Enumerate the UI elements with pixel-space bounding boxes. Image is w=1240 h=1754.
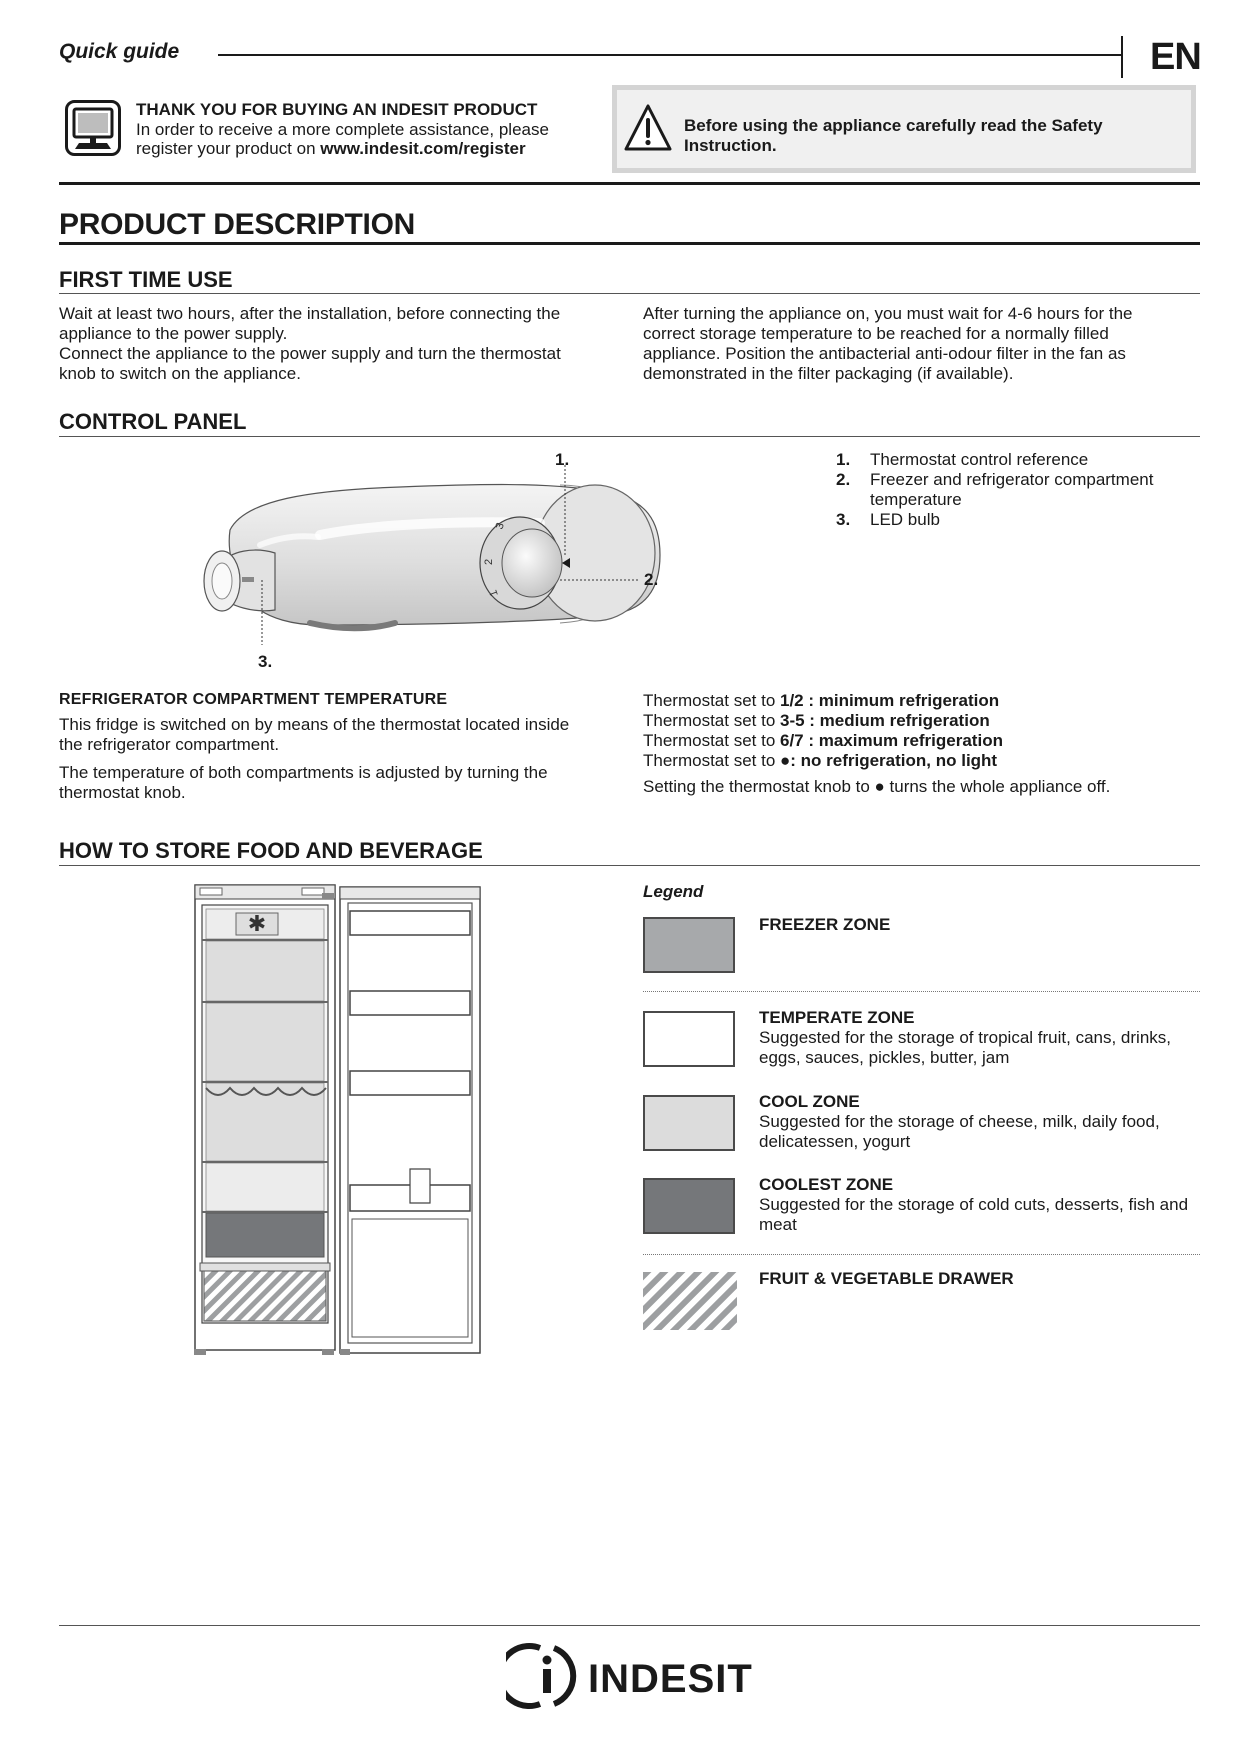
section-title-first-time-use: FIRST TIME USE: [59, 267, 233, 292]
setting-value: 1/2 : minimum refrigeration: [780, 691, 1000, 710]
callout-number: 3.: [258, 652, 273, 671]
thermostat-off-note: Setting the thermostat knob to ● turns the whole appliance off.: [643, 777, 1111, 796]
legend-number: 1.: [836, 450, 851, 469]
indesit-logo: [506, 1640, 756, 1712]
warning-text: Instruction.: [684, 136, 777, 155]
knob-number: 3: [493, 521, 507, 532]
text-line: After turning the appliance on, you must wait for 4-6 hours for the: [643, 304, 1133, 323]
knob-number: 1: [487, 588, 501, 599]
fridge-zones-diagram: [190, 883, 486, 1358]
section-title-product-description: PRODUCT DESCRIPTION: [59, 208, 415, 241]
temperate-zone-swatch: [643, 1011, 735, 1067]
text-line: Suggested for the storage of cold cuts, desserts, fish and: [759, 1195, 1189, 1214]
refrigerator-temp-para: [59, 763, 548, 803]
fruit-vegetable-drawer-swatch: [643, 1272, 737, 1330]
coolest-zone-swatch: [643, 1178, 735, 1234]
zone-description: [759, 1092, 1160, 1152]
text-line: The temperature of both compartments is adjusted by turning the: [59, 763, 548, 782]
legend-text: Thermostat control reference: [870, 450, 1089, 469]
legend-text: temperature: [870, 490, 962, 509]
zone-name: FRUIT & VEGETABLE DRAWER: [759, 1269, 1014, 1288]
legend-item: [836, 470, 1196, 490]
header-rule: [218, 54, 1121, 56]
zone-description: [759, 1008, 1171, 1068]
legend-item: [836, 450, 1196, 470]
zone-name: COOL ZONE: [759, 1092, 860, 1111]
cool-zone-swatch: [643, 1095, 735, 1151]
refrigerator-temp-para: [59, 715, 569, 755]
legend-number: 3.: [836, 510, 851, 529]
setting-prefix: Thermostat set to: [643, 711, 780, 730]
legend-divider: [643, 991, 1200, 992]
legend-divider: [643, 1254, 1200, 1255]
thermostat-settings: [643, 691, 1003, 771]
brand-name: INDESIT: [588, 1657, 753, 1701]
freezer-zone-swatch: [643, 917, 735, 973]
text-line: appliance to the power supply.: [59, 324, 288, 343]
header-bottom-rule: [59, 182, 1200, 185]
legend-spacer: [836, 490, 870, 510]
text-line: meat: [759, 1215, 797, 1234]
thermostat-setting: [643, 751, 1003, 771]
text-line: Suggested for the storage of tropical fruit, cans, drinks,: [759, 1028, 1171, 1047]
text-line: appliance. Position the antibacterial anti-odour filter in the fan as: [643, 344, 1126, 363]
svg-text:✱: ✱: [247, 911, 267, 936]
section-title-control-panel: CONTROL PANEL: [59, 409, 247, 434]
zone-name: COOLEST ZONE: [759, 1175, 894, 1194]
setting-prefix: Thermostat set to: [643, 731, 780, 750]
section-rule: [59, 293, 1200, 294]
control-panel-legend: [836, 450, 1196, 530]
language-code: EN: [1150, 36, 1201, 78]
knob-number: 2: [483, 558, 495, 565]
text-line: Wait at least two hours, after the installation, before connecting the: [59, 304, 561, 323]
first-use-left-text: [59, 304, 561, 384]
setting-prefix: Thermostat set to: [643, 691, 780, 710]
warning-text: Before using the appliance carefully read the Safety: [684, 116, 1103, 135]
register-text-prefix: register your product on: [136, 139, 321, 158]
footer-rule: [59, 1625, 1200, 1626]
register-link[interactable]: www.indesit.com/register: [320, 139, 526, 158]
text-line: Suggested for the storage of cheese, milk, daily food,: [759, 1112, 1160, 1131]
setting-value: 3-5 : medium refrigeration: [780, 711, 990, 730]
computer-monitor-icon: [65, 100, 121, 156]
register-text: [136, 139, 526, 159]
thermostat-setting: [643, 711, 1003, 731]
zone-name: FREEZER ZONE: [759, 915, 891, 934]
section-rule: [59, 436, 1200, 437]
text-line: eggs, sauces, pickles, butter, jam: [759, 1048, 1010, 1067]
text-line: knob to switch on the appliance.: [59, 364, 301, 383]
section-title-how-to-store: HOW TO STORE FOOD AND BEVERAGE: [59, 838, 483, 863]
section-rule: [59, 865, 1200, 866]
refrigerator-temp-title: REFRIGERATOR COMPARTMENT TEMPERATURE: [59, 691, 448, 708]
callout-number: 1.: [555, 450, 570, 469]
text-line: delicatessen, yogurt: [759, 1132, 911, 1151]
header-divider: [1121, 36, 1123, 78]
text-line: Connect the appliance to the power supply and turn the thermostat: [59, 344, 561, 363]
thermostat-setting: [643, 691, 1003, 711]
register-text: In order to receive a more complete assistance, please: [136, 120, 549, 139]
text-line: the refrigerator compartment.: [59, 735, 280, 754]
text-line: This fridge is switched on by means of the thermostat located inside: [59, 715, 570, 734]
zone-description: [759, 1175, 1188, 1235]
page-header-title: Quick guide: [59, 40, 180, 63]
text-line: demonstrated in the filter packaging (if available).: [643, 364, 1014, 383]
legend-title: Legend: [643, 882, 704, 901]
setting-value: ●: no refrigeration, no light: [780, 751, 998, 770]
thermostat-setting: [643, 731, 1003, 751]
setting-value: 6/7 : maximum refrigeration: [780, 731, 1003, 750]
first-use-right-text: [643, 304, 1133, 384]
section-rule: [59, 242, 1200, 245]
setting-prefix: Thermostat set to: [643, 751, 780, 770]
callout-number: 2.: [644, 570, 659, 589]
legend-item: [836, 510, 1196, 530]
legend-item: [836, 490, 1196, 510]
register-title: THANK YOU FOR BUYING AN INDESIT PRODUCT: [136, 100, 538, 119]
text-line: correct storage temperature to be reached for a normally filled: [643, 324, 1109, 343]
text-line: thermostat knob.: [59, 783, 186, 802]
warning-triangle-icon: [624, 103, 672, 153]
control-panel-diagram: [200, 445, 680, 675]
legend-text: Freezer and refrigerator compartment: [870, 470, 1154, 489]
zone-name: TEMPERATE ZONE: [759, 1008, 915, 1027]
legend-text: LED bulb: [870, 510, 940, 529]
legend-number: 2.: [836, 470, 851, 489]
